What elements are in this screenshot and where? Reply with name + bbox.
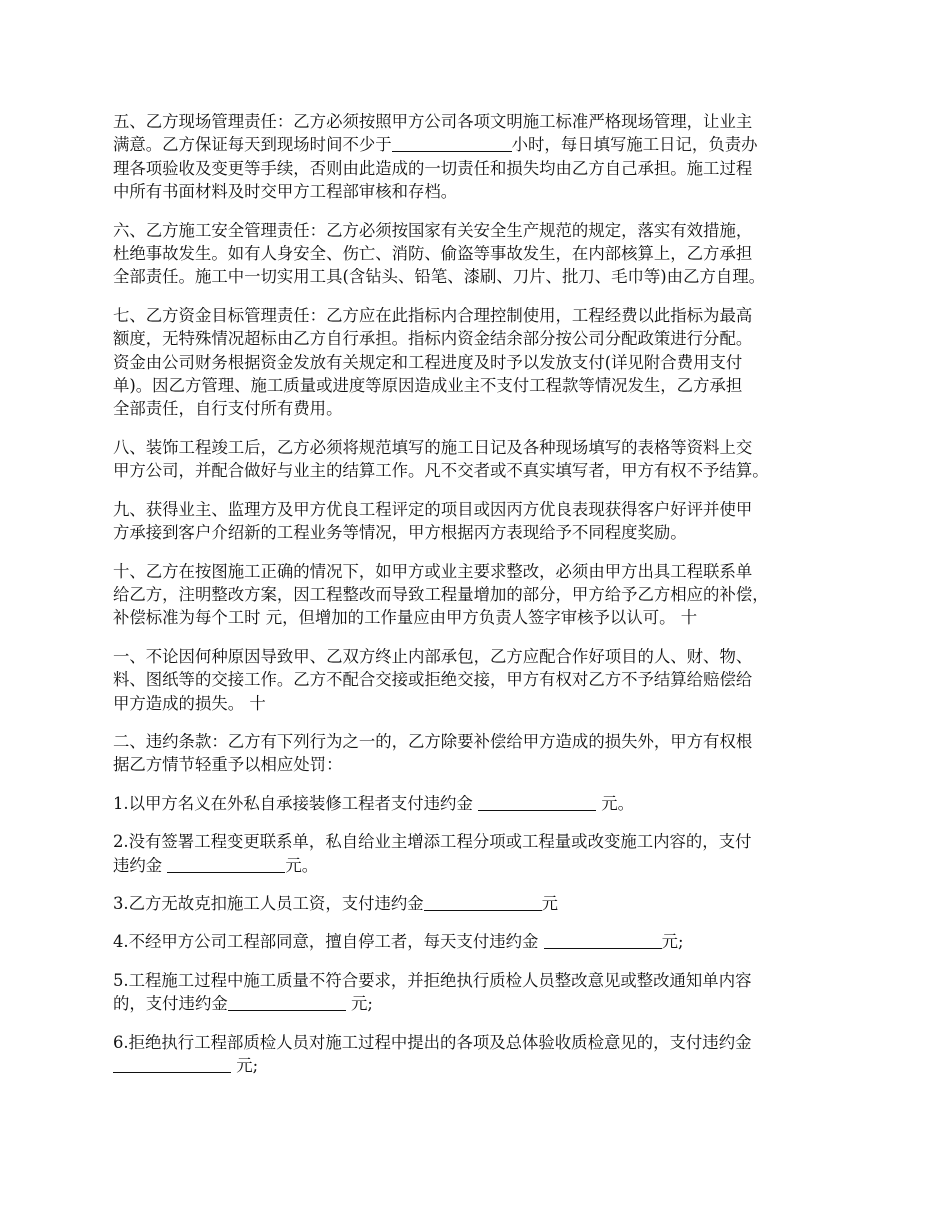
paragraph-termination <box>113 645 853 715</box>
text-segment: 元; <box>661 932 684 952</box>
text-line <box>113 792 853 815</box>
text-line: 一、不论因何种原因导致甲、乙双方终止内部承包，乙方应配合作好项目的人、财、物、 <box>113 646 753 666</box>
text-line <box>113 1054 853 1077</box>
text-line: 九、获得业主、监理方及甲方优良工程评定的项目或因丙方优良表现获得客户好评并使甲 <box>113 499 753 519</box>
text-line: 十、乙方在按图施工正确的情况下，如甲方或业主要求整改，必须由甲方出具工程联系单 <box>113 561 753 581</box>
text-line: 全部责任。施工中一切实用工具(含钻头、铅笔、漆刷、刀片、批刀、毛巾等)由乙方自理。 <box>113 267 766 287</box>
text-line: 中所有书面材料及时交甲方工程部审核和存档。 <box>113 182 458 202</box>
text-line <box>113 133 853 156</box>
text-line: 方承接到客户介绍新的工程业务等情况，甲方根据丙方表现给予不同程度奖励。 <box>113 523 687 543</box>
text-line: 六、乙方施工安全管理责任：乙方必须按国家有关安全生产规范的规定，落实有效措施， <box>113 220 753 240</box>
text-segment: 元; <box>231 1056 259 1075</box>
text-line: 据乙方情节轻重予以相应处罚： <box>113 755 343 775</box>
text-line <box>113 992 853 1015</box>
fill-in-blank <box>167 856 285 873</box>
text-line: 额度，无特殊情况超标由乙方自行承担。指标内资金结余部分按公司分配政策进行分配。 <box>113 329 753 349</box>
text-line <box>113 854 853 877</box>
text-line: 全部责任，自行支付所有费用。 <box>113 399 343 419</box>
text-segment: 4.不经甲方公司工程部同意，擅自停工者，每天支付违约金 <box>113 932 544 952</box>
text-line: 6.拒绝执行工程部质检人员对施工过程中提出的各项及总体验收质检意见的，支付违约金 <box>113 1032 752 1052</box>
text-segment: 的，支付违约金 <box>113 994 228 1014</box>
document-page <box>113 110 853 1092</box>
text-segment: 元 <box>541 893 559 913</box>
penalty-item-2 <box>113 830 853 877</box>
paragraph-completion <box>113 436 853 483</box>
paragraph-rewards <box>113 498 853 545</box>
text-line: 杜绝事故发生。如有人身安全、伤亡、消防、偷盗等事故发生，在内部核算上，乙方承担 <box>113 244 753 264</box>
text-line: 甲方造成的损失。 十 <box>113 693 266 713</box>
text-line: 七、乙方资金目标管理责任：乙方应在此指标内合理控制使用，工程经费以此指标为最高 <box>113 305 753 325</box>
text-line: 单)。因乙方管理、施工质量或进度等原因造成业主不支付工程款等情况发生，乙方承担 <box>113 376 743 396</box>
paragraph-rectification <box>113 560 853 630</box>
text-line: 二、违约条款：乙方有下列行为之一的，乙方除要补偿给甲方造成的损失外，甲方有权根 <box>113 731 753 751</box>
text-segment: 满意。乙方保证每天到现场时间不少于 <box>113 135 392 155</box>
fill-in-blank <box>424 894 542 911</box>
text-segment: 1.以甲方名义在外私自承接装修工程者支付违约金 <box>113 793 479 813</box>
fill-in-blank <box>544 932 662 949</box>
text-line: 八、装饰工程竣工后，乙方必须将规范填写的施工日记及各种现场填写的表格等资料上交 <box>113 437 753 457</box>
text-line: 料、图纸等的交接工作。乙方不配合交接或拒绝交接，甲方有权对乙方不予结算给赔偿给 <box>113 670 753 690</box>
text-line: 给乙方，注明整改方案，因工程整改而导致工程量增加的部分，甲方给予乙方相应的补偿， <box>113 584 769 604</box>
text-line: 理各项验收及变更等手续，否则由此造成的一切责任和损失均由乙方自己承担。施工过程 <box>113 158 753 178</box>
fill-in-blank <box>228 994 346 1011</box>
text-segment: 元; <box>345 994 373 1014</box>
text-segment: 违约金 <box>113 855 168 875</box>
text-line <box>113 892 853 915</box>
penalty-item-1 <box>113 792 853 815</box>
text-line: 资金由公司财务根据资金发放有关规定和工程进度及时予以发放支付(详见附合费用支付 <box>113 352 743 372</box>
paragraph-safety-management <box>113 219 853 289</box>
fill-in-blank <box>113 1056 231 1073</box>
paragraph-site-management <box>113 110 853 204</box>
text-segment: 小时，每日填写施工日记，负责办 <box>511 135 758 155</box>
text-segment: 元。 <box>285 855 319 875</box>
text-segment: 3.乙方无故克扣施工人员工资，支付违约金 <box>113 893 424 913</box>
text-line: 2.没有签署工程变更联系单，私自给业主增添工程分项或工程量或改变施工内容的，支付 <box>113 832 752 852</box>
fill-in-blank <box>392 135 512 152</box>
text-line: 五、乙方现场管理责任：乙方必须按照甲方公司各项文明施工标准严格现场管理，让业主 <box>113 112 753 131</box>
penalty-item-3 <box>113 892 853 915</box>
penalty-item-5 <box>113 969 853 1016</box>
text-segment: 元。 <box>596 793 635 813</box>
paragraph-funding-management <box>113 304 853 421</box>
text-line: 甲方公司，并配合做好与业主的结算工作。凡不交者或不真实填写者，甲方有权不予结算。 <box>113 461 769 481</box>
text-line: 5.工程施工过程中施工质量不符合要求，并拒绝执行质检人员整改意见或整改通知单内容 <box>113 970 752 990</box>
text-line <box>113 930 853 953</box>
fill-in-blank <box>478 794 596 811</box>
penalty-item-6 <box>113 1031 853 1078</box>
penalty-item-4 <box>113 930 853 953</box>
text-line: 补偿标准为每个工时 元，但增加的工作量应由甲方负责人签字审核予以认可。 十 <box>113 608 698 628</box>
paragraph-breach-clause <box>113 730 853 777</box>
